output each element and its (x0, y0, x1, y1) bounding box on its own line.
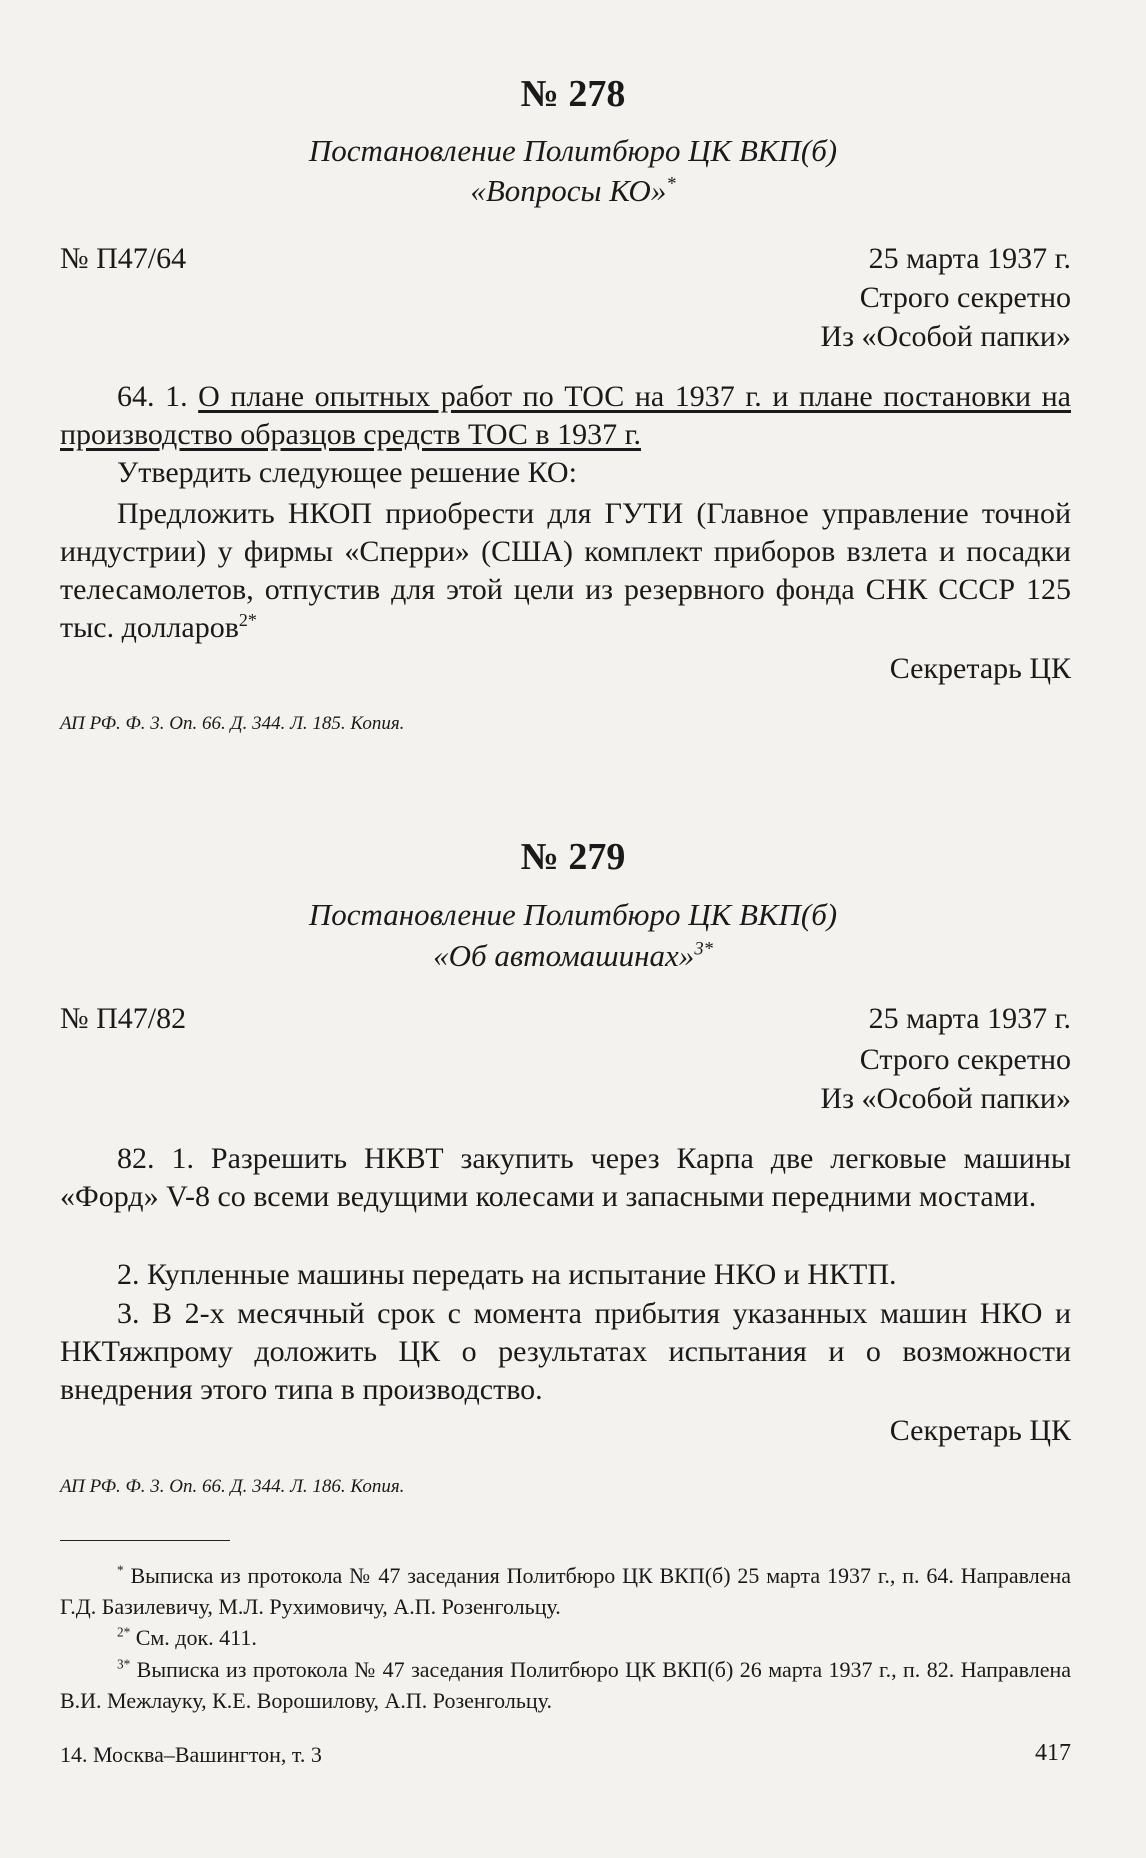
doc279-p2: 2. Купленные машины передать на испытание НКО и НКТП. (117, 1258, 897, 1291)
doc279-folder: Из «Особой папки» (820, 1082, 1071, 1115)
doc279-secrecy: Строго секретно (859, 1043, 1071, 1076)
doc278-title: Постановление Политбюро ЦК ВКП(б) (308, 133, 838, 168)
doc278-folder: Из «Особой папки» (820, 320, 1071, 353)
doc278-ref: № П47/64 (60, 242, 187, 275)
doc278-date: 25 марта 1937 г. (868, 242, 1071, 275)
footnote-3: $^{3*}$ Выписка из протокола № 47 заседания Политбюро ЦК ВКП(б) 26 марта 1937 г., п. 82. Направлена В.И. Межлауку, К.Е. Ворошилову, А.П. Розенгольцу. (60, 1656, 1071, 1713)
footnote-ref[interactable]: 3* (694, 938, 713, 960)
doc278-subtitle: «Вопросы КО»* (470, 173, 676, 208)
doc279-signature: Секретарь ЦК (889, 1414, 1071, 1447)
doc279-subtitle: «Об автомашинах»$^{3*}$ (433, 938, 713, 973)
footnote-ref[interactable]: 2* (238, 610, 257, 630)
footnote-1: * Выписка из протокола № 47 заседания Политбюро ЦК ВКП(б) 25 марта 1937 г., п. 64. Направлена Г.Д. Базилевичу, М.Л. Рухимовичу, А.П. Розенгольцу. (60, 1562, 1071, 1619)
doc279-p3: 3. В 2-х месячный срок с момента прибытия указанных машин НКО и НКТяжпрому доложить ЦК о результатах испытания и о возможности внедрения этого типа в производство. (60, 1297, 1071, 1406)
doc278-item-heading: 64. 1. О плане опытных работ по ТОС на 1937 г. и плане постановки на производство образцов средств ТОС в 1937 г. (60, 380, 1071, 451)
doc279-title: Постановление Политбюро ЦК ВКП(б) (308, 897, 838, 932)
doc279-number: № 279 (520, 836, 626, 878)
footnote-2: $^{2*}$ См. док. 411. (117, 1624, 257, 1650)
doc278-number: № 278 (520, 73, 626, 115)
footnote-divider (60, 1540, 230, 1541)
doc279-date: 25 марта 1937 г. (868, 1002, 1071, 1035)
footnote-ref[interactable]: * (666, 173, 676, 195)
doc279-source: АП РФ. Ф. 3. Оп. 66. Д. 344. Л. 186. Копия. (60, 1476, 405, 1497)
doc278-signature: Секретарь ЦК (889, 652, 1071, 685)
doc278-text: Предложить НКОП приобрести для ГУТИ (Главное управление точной индустрии) у фирмы «Сперри» (США) комплект приборов взлета и посадки телесамолетов, отпустив для этой цели из резервного фонда СНК СССР 125 тыс. долларов$^{2*}$ (60, 497, 1071, 644)
doc278-secrecy: Строго секретно (859, 281, 1071, 314)
doc279-p1: 82. 1. Разрешить НКВТ закупить через Карпа две легковые машины «Форд» V-8 со всеми ведущими колесами и запасными передними мостами. (60, 1142, 1071, 1213)
page-number: 417 (1035, 1740, 1071, 1766)
running-footer: 14. Москва–Вашингтон, т. 3 (60, 1742, 322, 1767)
doc278-source: АП РФ. Ф. 3. Оп. 66. Д. 344. Л. 185. Копия. (60, 713, 405, 734)
doc278-approve: Утвердить следующее решение КО: (117, 456, 577, 489)
doc279-ref: № П47/82 (60, 1002, 187, 1035)
